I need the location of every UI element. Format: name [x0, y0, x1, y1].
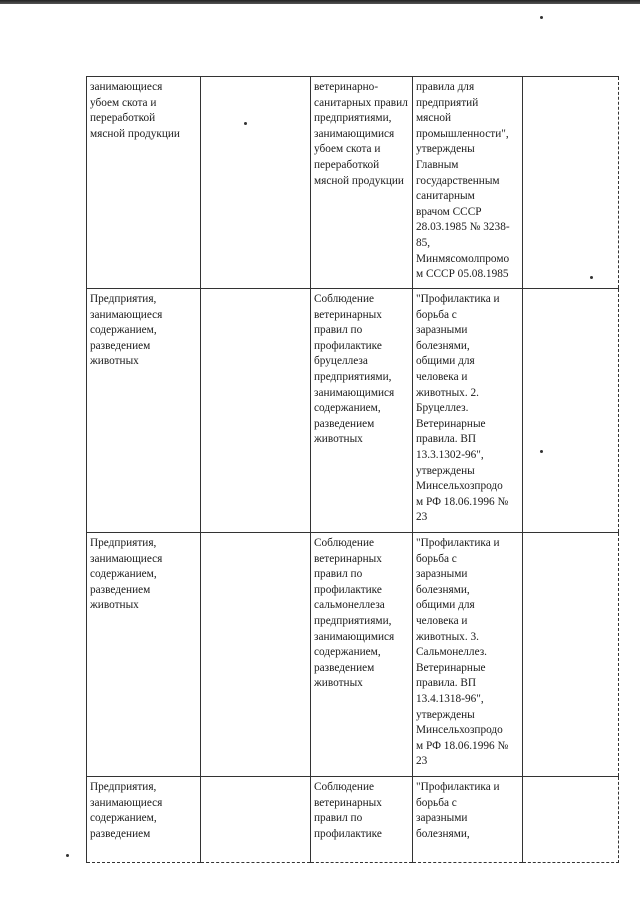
- activity-cell: [87, 533, 201, 777]
- regulations-table-wrap: [86, 76, 610, 862]
- document-text: "Профилактика и борьба с заразными болезнями, общими для человека и животных. 3. Сальмонеллез. Ветеринарные правила. ВП 13.4.1318-96", утверждены Минсельхозпродо м РФ 18.06.1996 № 23: [416, 537, 509, 768]
- requirement-cell: [311, 77, 413, 289]
- activity-text: Предприятия, занимающиеся содержанием, разведением животных: [90, 537, 163, 612]
- scan-speck: [540, 16, 543, 19]
- requirement-text: ветеринарно- санитарных правил предприятиями, занимающимися убоем скота и переработкой мясной продукции: [314, 81, 408, 187]
- document-text: "Профилактика и борьба с заразными болезнями, общими для человека и животных. 2. Бруцеллез. Ветеринарные правила. ВП 13.3.1302-96", утверждены Минсельхозпродо м РФ 18.06.1996 № 23: [416, 293, 509, 524]
- table-row: [87, 533, 619, 777]
- scan-speck: [244, 122, 247, 125]
- requirement-text: Соблюдение ветеринарных правил по профилактике бруцеллеза предприятиями, занимающимися содержанием, разведением животных: [314, 293, 395, 446]
- empty-cell: [201, 77, 311, 289]
- scan-speck: [590, 276, 593, 279]
- table-row: [87, 777, 619, 863]
- empty-cell: [523, 777, 619, 863]
- requirement-cell: [311, 289, 413, 533]
- activity-cell: [87, 77, 201, 289]
- requirement-text: Соблюдение ветеринарных правил по профилактике сальмонеллеза предприятиями, занимающимися содержанием, разведением животных: [314, 537, 395, 690]
- empty-cell: [201, 533, 311, 777]
- activity-cell: [87, 289, 201, 533]
- requirement-cell: [311, 777, 413, 863]
- document-text: "Профилактика и борьба с заразными болезнями,: [416, 781, 500, 840]
- table-row: [87, 77, 619, 289]
- empty-cell: [523, 533, 619, 777]
- empty-cell: [201, 289, 311, 533]
- scan-speck: [66, 854, 69, 857]
- activity-cell: [87, 777, 201, 863]
- activity-text: Предприятия, занимающиеся содержанием, разведением: [90, 781, 163, 840]
- document-cell: [413, 533, 523, 777]
- document-text: правила для предприятий мясной промышленности", утверждены Главным государственным санитарным врачом СССР 28.03.1985 № 3238- 85, Минмясомолпромо м СССР 05.08.1985: [416, 81, 510, 281]
- activity-text: занимающиеся убоем скота и переработкой мясной продукции: [90, 81, 180, 140]
- document-cell: [413, 289, 523, 533]
- document-cell: [413, 777, 523, 863]
- activity-text: Предприятия, занимающиеся содержанием, разведением животных: [90, 293, 163, 368]
- empty-cell: [523, 77, 619, 289]
- requirement-text: Соблюдение ветеринарных правил по профилактике: [314, 781, 382, 840]
- empty-cell: [201, 777, 311, 863]
- requirement-cell: [311, 533, 413, 777]
- scan-top-edge: [0, 0, 640, 4]
- scan-speck: [540, 450, 543, 453]
- empty-cell: [523, 289, 619, 533]
- table-row: [87, 289, 619, 533]
- document-cell: [413, 77, 523, 289]
- regulations-table: [86, 76, 619, 863]
